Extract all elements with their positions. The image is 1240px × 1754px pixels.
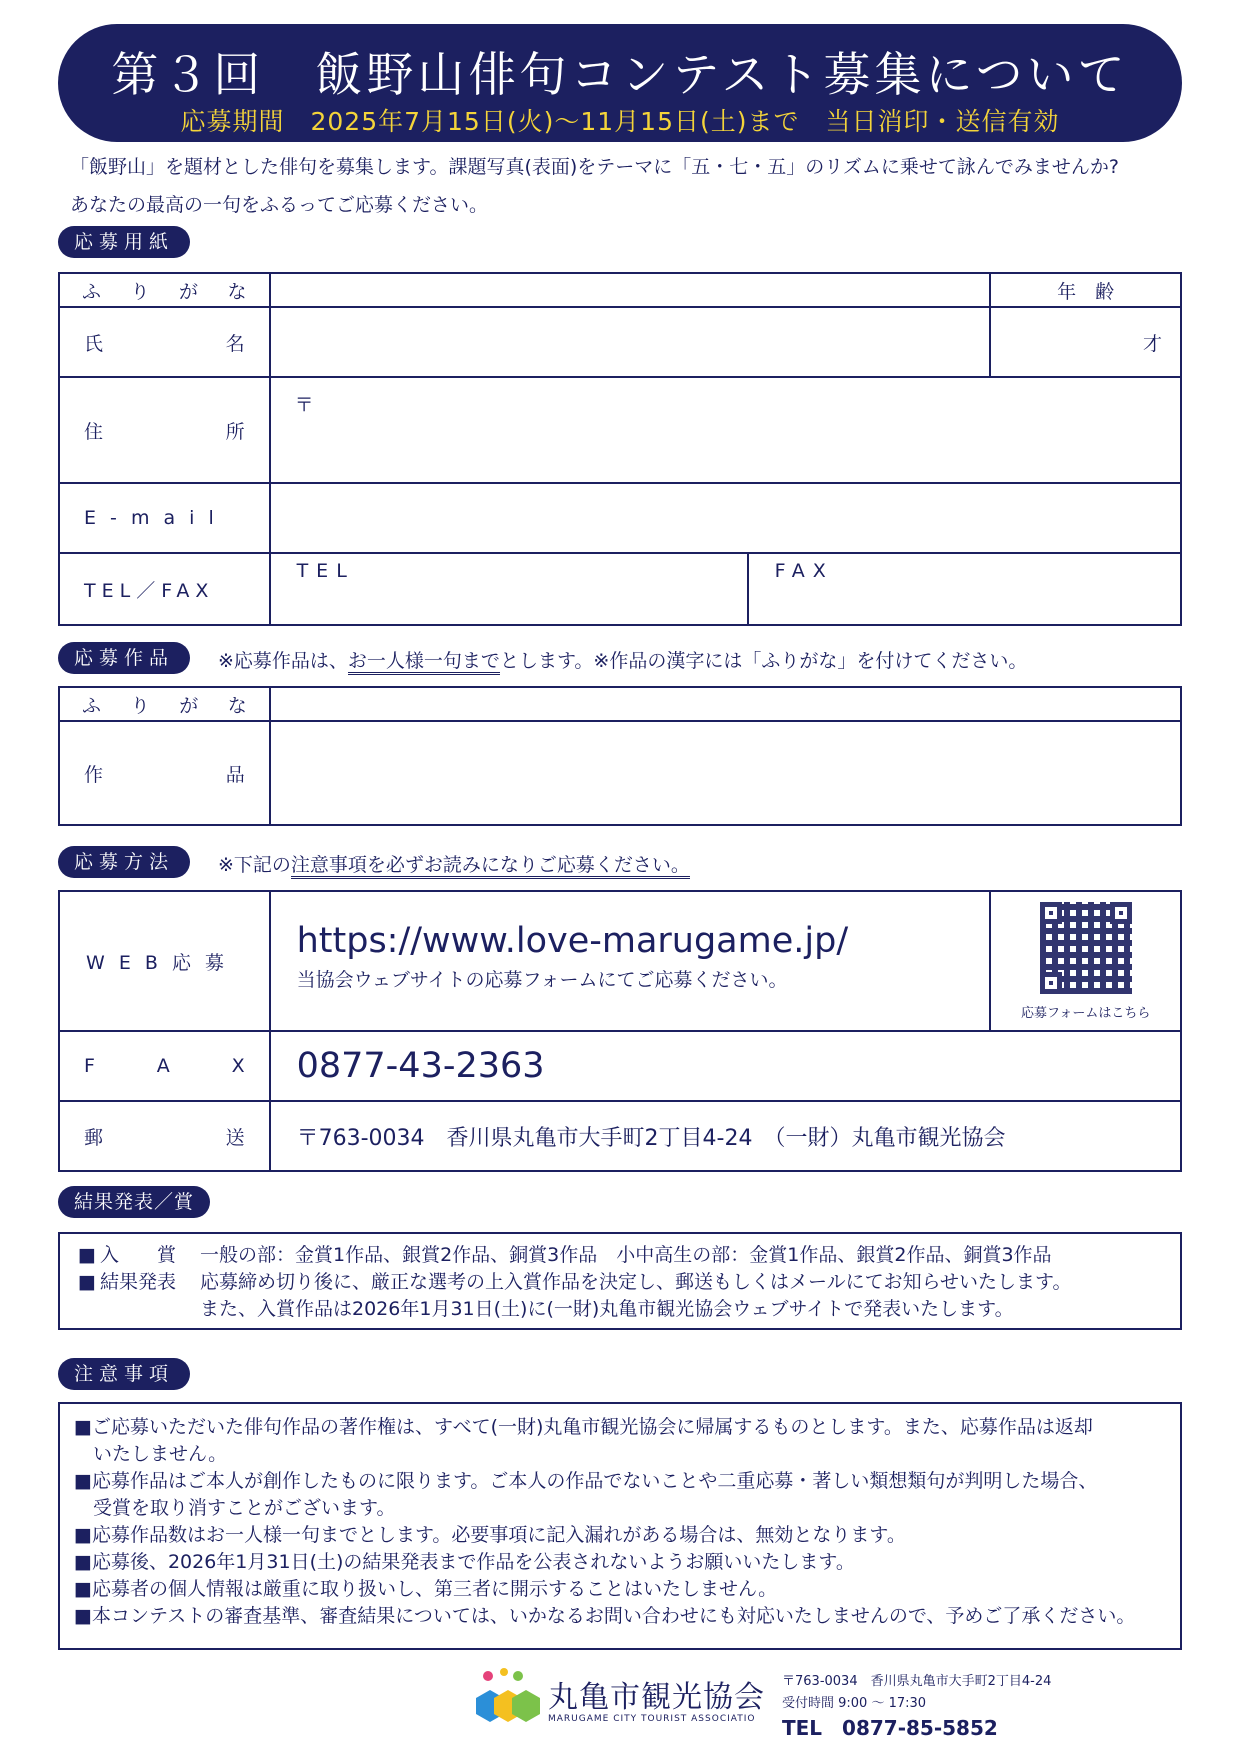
association-name-en: MARUGAME CITY TOURIST ASSOCIATIO xyxy=(548,1714,756,1724)
furigana-label-cell: ふ り が な xyxy=(59,273,270,307)
note-line: 受賞を取り消すことがございます。 xyxy=(74,1497,396,1519)
web-url-link[interactable]: https://www.love-marugame.jp/ xyxy=(296,920,849,961)
fax-number: 0877-43-2363 xyxy=(270,1031,1181,1101)
note-line: ■本コンテストの審査基準、審査結果については、いかなるお問い合わせにも対応いたしませんので、予めご了承ください。 xyxy=(74,1605,1136,1627)
work-table xyxy=(58,686,1182,826)
note-line: いたしません。 xyxy=(74,1443,228,1465)
results-row: また、入賞作品は2026年1月31日(土)に(一財)丸亀市観光協会ウェブサイトで発表いたします。 xyxy=(200,1298,1014,1320)
name-input[interactable] xyxy=(270,307,991,377)
association-name: 丸亀市観光協会 xyxy=(548,1680,765,1715)
results-box xyxy=(58,1232,1182,1330)
web-description: 当協会ウェブサイトの応募フォームにてご応募ください。 xyxy=(296,968,788,991)
footer-tel: TEL 0877-85-5852 xyxy=(782,1716,998,1740)
tel-input[interactable] xyxy=(271,554,749,624)
note-line: ■応募作品はご本人が創作したものに限ります。ご本人の作品でないことや二重応募・著しい類想類句が判明した場合、 xyxy=(74,1470,1098,1492)
telfax-cell xyxy=(270,553,1181,625)
footer-address: 〒763-0034 香川県丸亀市大手町2丁目4-24 xyxy=(782,1674,1052,1689)
age-unit: 才 xyxy=(1142,332,1162,355)
note-line: ■応募作品数はお一人様一句までとします。必要事項に記入漏れがある場合は、無効となります。 xyxy=(74,1524,906,1546)
address-label-cell: 住 所 xyxy=(59,377,270,483)
method-note: ※下記の注意事項を必ずお読みになりご応募ください。 xyxy=(218,850,690,877)
entry-form-table xyxy=(58,272,1182,626)
work-input[interactable] xyxy=(270,721,1181,825)
section-title-method: 応募方法 xyxy=(58,846,190,878)
notes-box xyxy=(58,1402,1182,1650)
postal-mark: 〒 xyxy=(294,394,314,416)
qr-finder-tl xyxy=(1040,902,1062,924)
method-table xyxy=(58,890,1182,1172)
email-label: E - m a i l xyxy=(59,483,270,553)
work-label-cell: 作 品 xyxy=(59,721,270,825)
address-input[interactable] xyxy=(270,377,1181,483)
association-logo-icon xyxy=(474,1668,542,1728)
qr-caption: 応募フォームはこちら xyxy=(1020,1005,1151,1021)
page-title: 第３回 飯野山俳句コンテスト募集について xyxy=(111,48,1129,103)
note-line: ■応募者の個人情報は厳重に取り扱いし、第三者に開示することはいたしません。 xyxy=(74,1578,778,1600)
fax-method-label-cell: F A X xyxy=(59,1031,270,1101)
qr-finder-bl xyxy=(1040,972,1062,994)
header-banner xyxy=(58,24,1182,142)
furigana-input[interactable] xyxy=(270,273,991,307)
results-row: ■ 結果発表 応募締め切り後に、厳正な選考の上入賞作品を決定し、郵送もしくはメールにてお知らせいたします。 xyxy=(78,1271,1072,1293)
section-title-form: 応募用紙 xyxy=(58,226,190,258)
section-title-notes: 注意事項 xyxy=(58,1358,190,1390)
section-title-results: 結果発表／賞 xyxy=(58,1186,210,1218)
footer-hours: 受付時間 9:00 〜 17:30 xyxy=(782,1696,927,1711)
tel-label: TEL xyxy=(296,560,355,582)
qr-code[interactable] xyxy=(1040,902,1132,994)
work-furigana-input[interactable] xyxy=(270,687,1181,721)
results-row: ■ 入 賞 一般の部：金賞1作品、銀賞2作品、銅賞3作品 小中高生の部：金賞1作品、銀賞2作品、銅賞3作品 xyxy=(78,1244,1052,1266)
note-line: ■ご応募いただいた俳句作品の著作権は、すべて(一財)丸亀市観光協会に帰属するものとします。また、応募作品は返却 xyxy=(74,1416,1093,1438)
qr-finder-tr xyxy=(1110,902,1132,924)
work-furigana-label-cell: ふ り が な xyxy=(59,687,270,721)
fax-label: FAX xyxy=(774,560,834,582)
age-label: 年 齢 xyxy=(990,273,1181,307)
work-note: ※応募作品は、お一人様一句までとします。※作品の漢字には「ふりがな」を付けてください。 xyxy=(218,646,1027,673)
web-cell xyxy=(270,891,991,1031)
fax-input[interactable] xyxy=(749,554,1180,624)
mail-address: 〒763-0034 香川県丸亀市大手町2丁目4-24 （一財）丸亀市観光協会 xyxy=(270,1101,1181,1171)
email-input[interactable] xyxy=(270,483,1181,553)
web-label: W E B 応 募 xyxy=(59,891,270,1031)
qr-cell xyxy=(990,891,1181,1031)
mail-label-cell: 郵 送 xyxy=(59,1101,270,1171)
telfax-label: TEL／FAX xyxy=(59,553,270,625)
intro-line-1: 「飯野山」を題材とした俳句を募集します。課題写真(表面)をテーマに「五・七・五」のリズムに乗せて詠んでみませんか? xyxy=(70,156,1120,178)
application-period: 応募期間 2025年7月15日(火)〜11月15日(土)まで 当日消印・送信有効 xyxy=(180,107,1060,136)
intro-line-2: あなたの最高の一句をふるってご応募ください。 xyxy=(70,194,489,216)
name-label-cell: 氏 名 xyxy=(59,307,270,377)
age-input[interactable] xyxy=(990,307,1181,377)
note-line: ■応募後、2026年1月31日(土)の結果発表まで作品を公表されないようお願いいたします。 xyxy=(74,1551,855,1573)
section-title-work: 応募作品 xyxy=(58,642,190,674)
